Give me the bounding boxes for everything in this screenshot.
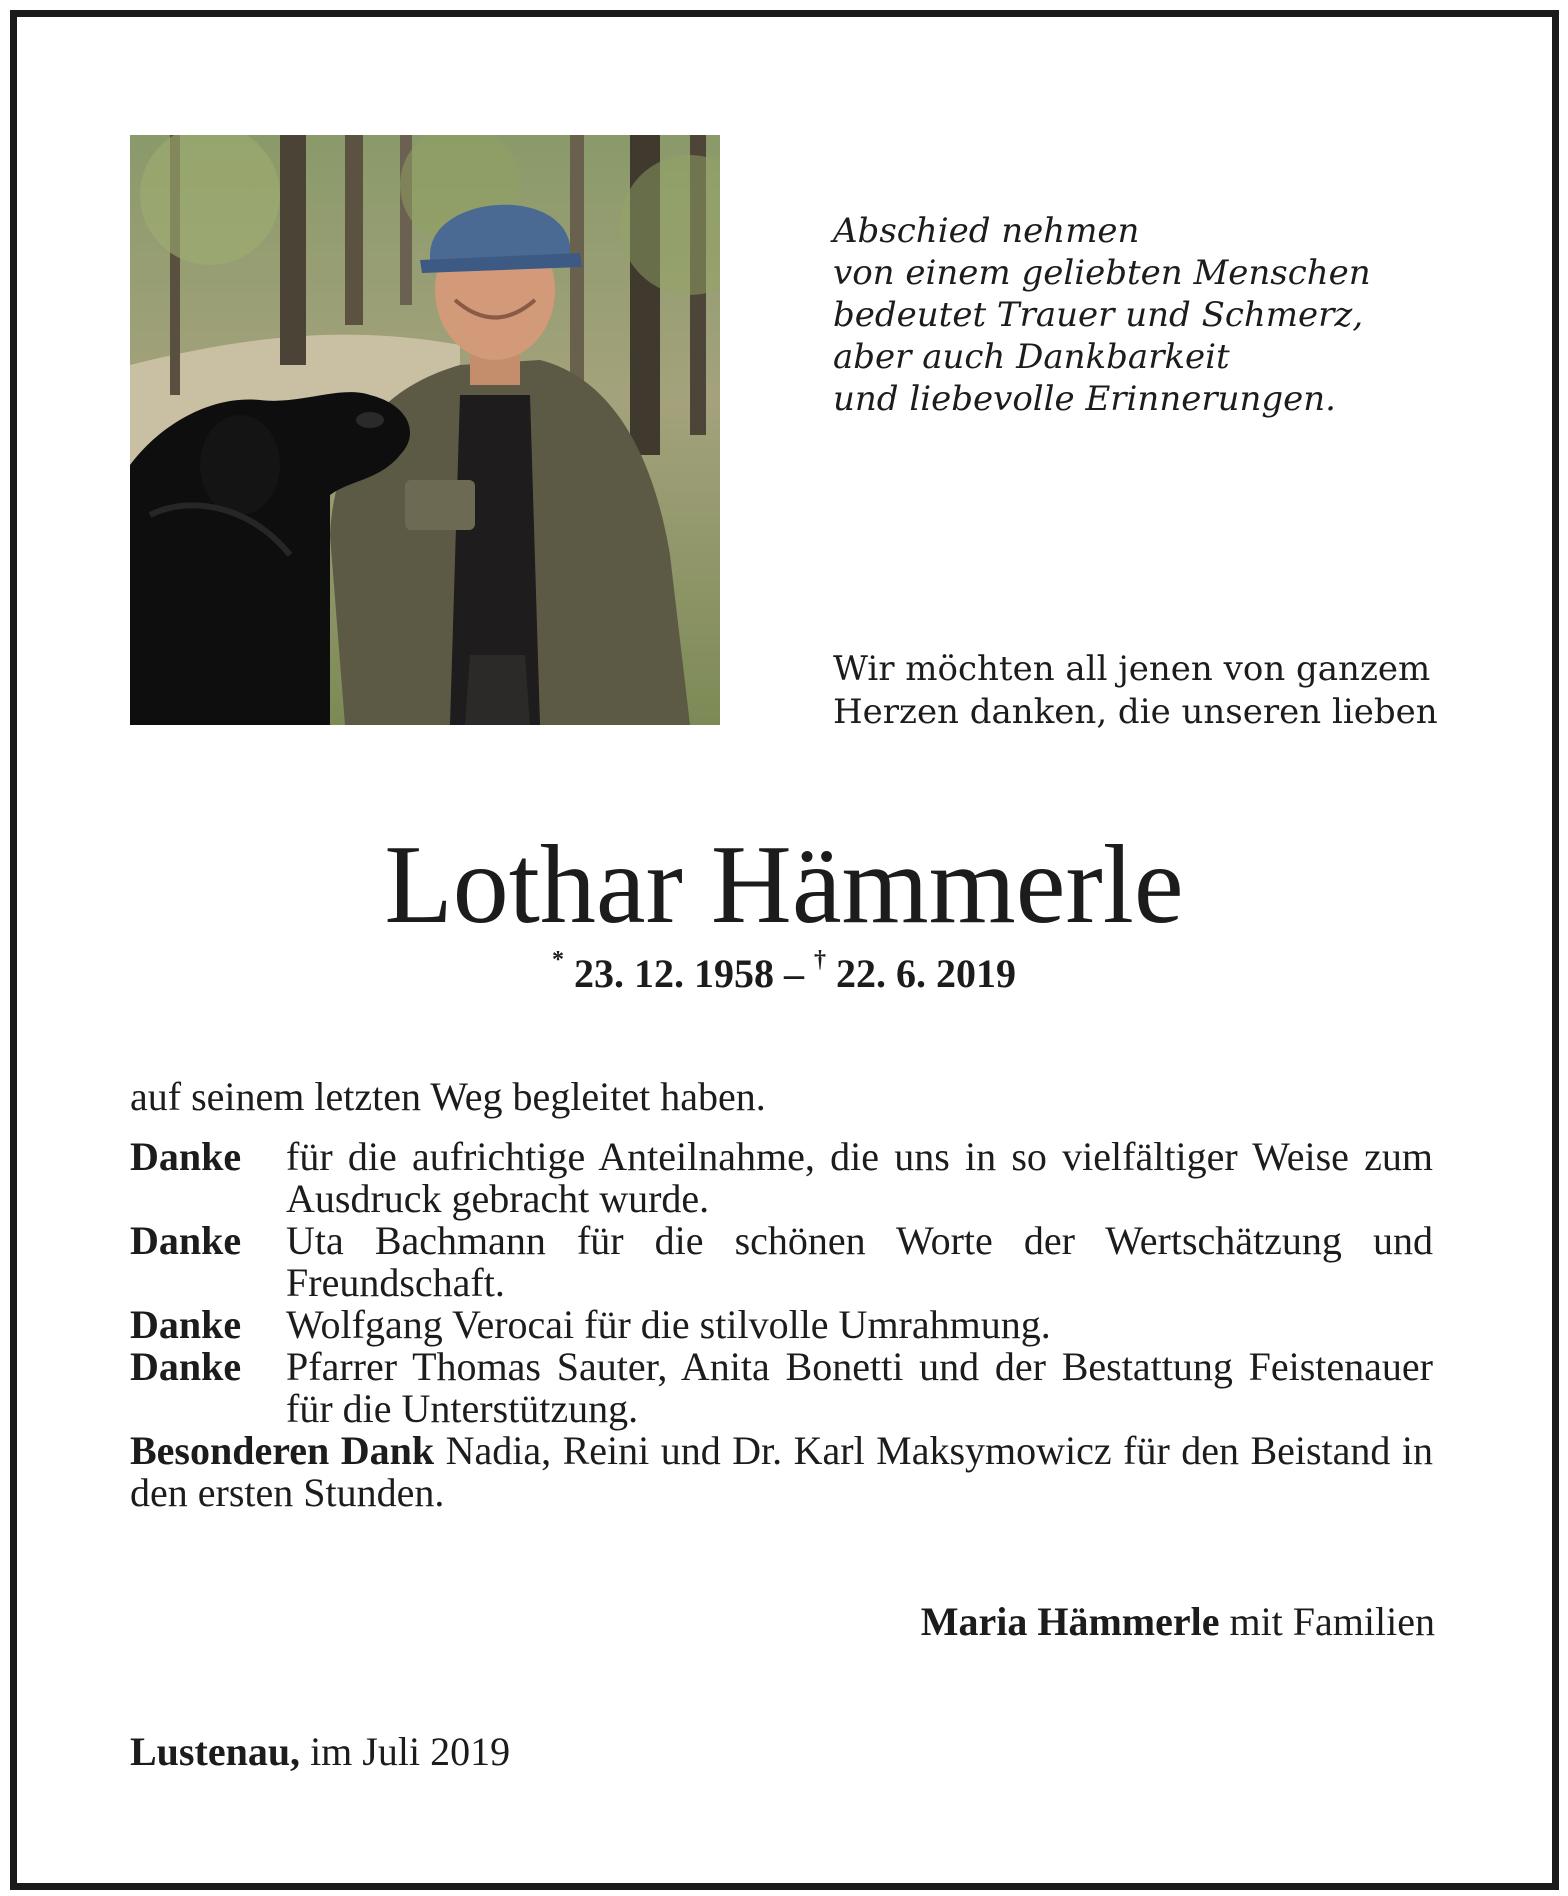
danke-item [130, 1220, 1433, 1304]
life-dates [0, 946, 1568, 997]
danke-label: Danke [130, 1302, 242, 1347]
portrait-photo [130, 135, 720, 725]
danke-item [130, 1346, 1433, 1430]
place-city: Lustenau, [130, 1729, 301, 1774]
place-date [130, 1728, 510, 1775]
special-thanks-label: Besonderen Dank [130, 1428, 435, 1473]
thanks-intro-line: Herzen danken, die unseren lieben [833, 692, 1438, 732]
intro-line: auf seinem letzten Weg begleitet haben. [130, 1074, 766, 1119]
thanks-intro-line: Wir möchten all jenen von ganzem [833, 649, 1431, 689]
danke-label: Danke [130, 1218, 242, 1263]
poem-line: aber auch Dankbarkeit [833, 337, 1230, 377]
danke-item [130, 1136, 1433, 1220]
danke-text: Uta Bachmann für die schönen Worte der Wertschätzung und Freundschaft. [286, 1218, 1433, 1305]
death-symbol: † [814, 946, 826, 973]
birth-symbol: * [552, 946, 564, 973]
danke-item [130, 1304, 1433, 1346]
birth-date: 23. 12. 1958 [574, 951, 774, 996]
signature-suffix: mit Familien [1229, 1599, 1435, 1644]
special-thanks [130, 1430, 1433, 1514]
poem-line: bedeutet Trauer und Schmerz, [833, 295, 1364, 335]
deceased-name: Lothar Hämmerle [384, 823, 1184, 947]
poem-line: und liebevolle Erinnerungen. [833, 379, 1336, 419]
thanks-body [130, 1076, 1433, 1514]
poem-line: Abschied nehmen [833, 211, 1140, 251]
special-thanks-text: Nadia, Reini und Dr. Karl Maksymowicz für den Beistand in den ersten Stunden. [130, 1428, 1433, 1515]
signature-name: Maria Hämmerle [920, 1599, 1220, 1644]
poem-line: von einem geliebten Menschen [833, 253, 1371, 293]
poem [833, 210, 1453, 420]
death-date: 22. 6. 2019 [836, 951, 1016, 996]
danke-text: Wolfgang Verocai für die stilvolle Umrahmung. [286, 1302, 1051, 1347]
danke-text: für die aufrichtige Anteilnahme, die uns in so vielfältiger Weise zum Ausdruck gebracht wurde. [286, 1134, 1433, 1221]
danke-label: Danke [130, 1344, 242, 1389]
danke-text: Pfarrer Thomas Sauter, Anita Bonetti und der Bestattung Feistenauer für die Unterstützung. [286, 1344, 1433, 1431]
place-date-text: im Juli 2019 [310, 1729, 511, 1774]
thanks-intro [833, 648, 1453, 734]
signature [921, 1598, 1435, 1645]
danke-label: Danke [130, 1134, 242, 1179]
date-separator: – [784, 951, 804, 996]
